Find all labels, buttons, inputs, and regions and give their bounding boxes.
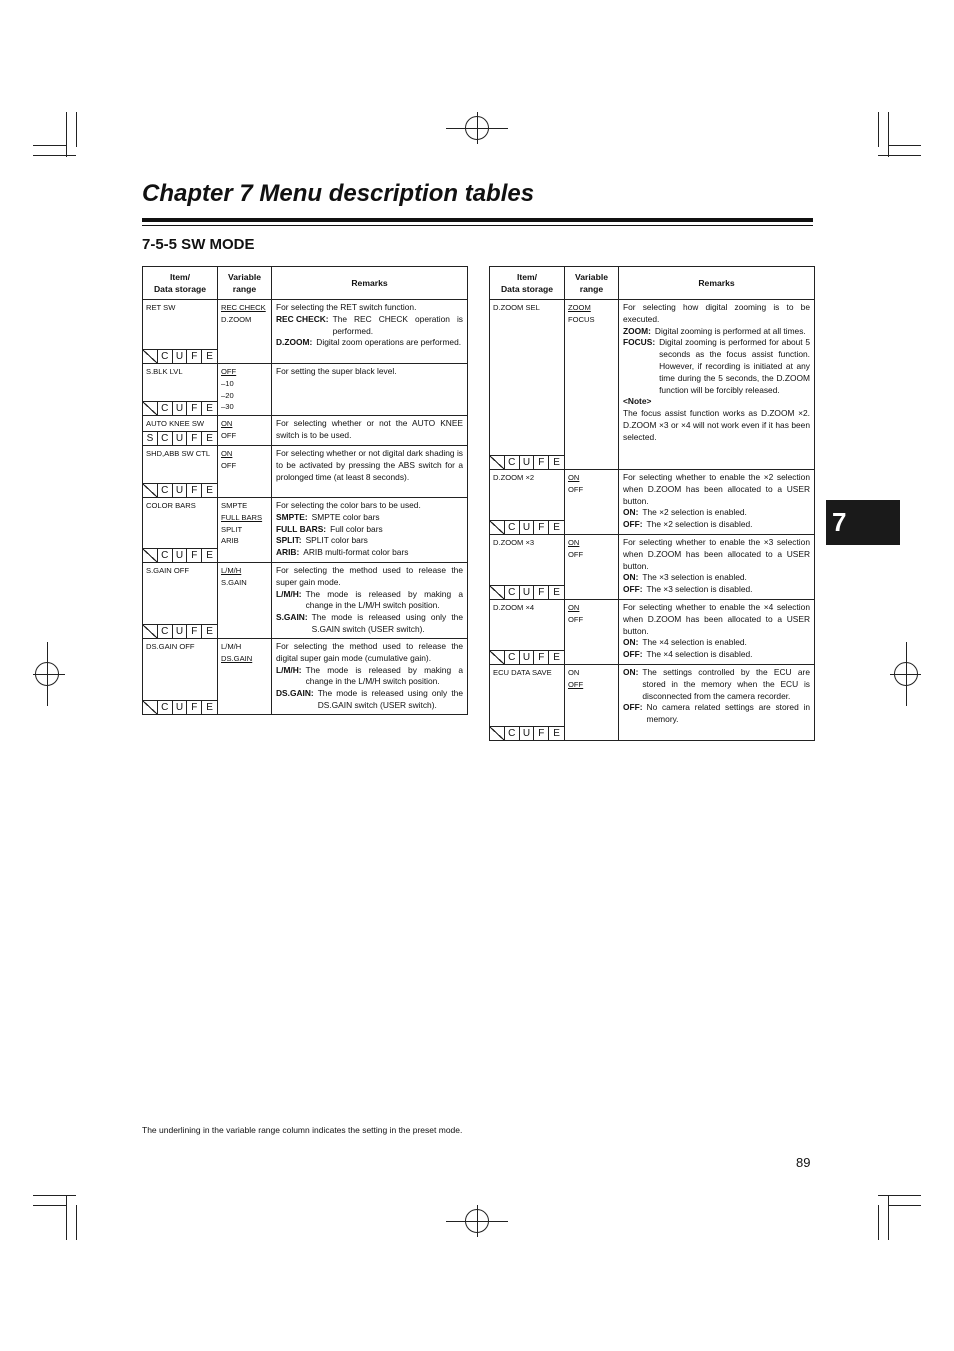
definition-text: The ×3 selection is enabled.	[642, 572, 747, 583]
crop-mark	[878, 1205, 879, 1240]
definition-text: The ×2 selection is disabled.	[646, 519, 753, 530]
crop-mark	[477, 112, 478, 144]
table-row	[143, 364, 468, 416]
remark-definition	[623, 572, 810, 584]
range-value-preset: ON	[221, 449, 233, 458]
storage-flag: U	[173, 349, 188, 363]
remark-definition	[623, 637, 810, 649]
storage-flag: F	[187, 700, 202, 714]
table-row	[143, 300, 468, 364]
storage-flag: C	[505, 726, 520, 740]
storage-flag: F	[534, 520, 549, 534]
item-cell	[143, 639, 218, 715]
crop-mark	[878, 1195, 921, 1196]
range-value-preset: OFF	[221, 367, 237, 376]
storage-flag: C	[158, 431, 173, 445]
crop-mark	[906, 642, 907, 706]
storage-flag-empty	[490, 455, 505, 469]
storage-flag-empty	[143, 548, 158, 562]
definition-term: FOCUS:	[623, 337, 656, 348]
crop-mark	[66, 112, 67, 157]
remark-text: For selecting whether or not the AUTO KNEE switch is to be used.	[276, 418, 463, 440]
item-name: D.ZOOM ×2	[493, 473, 535, 482]
range-cell	[565, 665, 619, 741]
item-name: D.ZOOM ×4	[493, 603, 535, 612]
crop-mark	[477, 1205, 478, 1237]
definition-text: Digital zooming is performed for about 5 seconds as the focus assist function. However, if recording is initiated at any time during the 5 seconds, the D.ZOOM function will be forcibly released.	[659, 337, 810, 395]
storage-flag: C	[505, 520, 520, 534]
remarks-cell	[619, 300, 815, 470]
storage-flag: U	[520, 520, 535, 534]
crop-mark	[76, 1205, 77, 1240]
remark-definition	[276, 547, 463, 559]
remarks-cell	[619, 600, 815, 665]
crop-mark	[33, 155, 76, 156]
table-row	[490, 600, 815, 665]
definition-text: The ×4 selection is enabled.	[642, 637, 747, 648]
storage-flag-empty	[143, 401, 158, 415]
range-value: ARIB	[221, 536, 239, 546]
data-storage-flags	[490, 520, 564, 534]
storage-flag: E	[202, 624, 217, 638]
storage-flag: C	[158, 624, 173, 638]
storage-flag: U	[520, 585, 535, 599]
storage-flag: E	[549, 650, 564, 664]
storage-flag: U	[173, 624, 188, 638]
item-name: S.GAIN OFF	[146, 566, 190, 575]
remark-text: For selecting the color bars to be used.	[276, 500, 421, 510]
header-remarks: Remarks	[619, 267, 815, 300]
range-value: SPLIT	[221, 524, 243, 534]
storage-flag: E	[549, 585, 564, 599]
data-storage-flags	[143, 483, 217, 497]
storage-flag: E	[202, 401, 217, 415]
remarks-cell	[619, 470, 815, 535]
definition-text: ARIB multi-format color bars	[303, 547, 409, 558]
data-storage-flags	[143, 349, 217, 363]
definition-text: SPLIT color bars	[305, 535, 368, 546]
item-name: AUTO KNEE SW	[146, 419, 205, 428]
storage-flag: F	[187, 349, 202, 363]
item-cell	[143, 364, 218, 416]
definition-text: The mode is released by making a change in the L/M/H switch position.	[305, 664, 463, 687]
remark-text: For selecting whether or not digital dark shading is to be activated by pressing the ABS switch for a prolonged time (at least 8 seconds).	[276, 448, 463, 482]
range-value-preset: ON	[221, 419, 233, 428]
range-value-preset: REC CHECK	[221, 303, 266, 312]
range-cell	[218, 639, 272, 715]
remark-definition	[276, 512, 463, 524]
remark-text: For selecting how digital zooming is to be executed.	[623, 302, 810, 324]
header-item: Item/ Data storage	[490, 267, 565, 300]
remark-definition	[276, 612, 463, 636]
range-value-preset: ON	[568, 538, 580, 547]
definition-term: ON:	[623, 667, 639, 677]
header-remarks: Remarks	[272, 267, 468, 300]
storage-flag: C	[158, 483, 173, 497]
definition-term: OFF:	[623, 702, 643, 713]
item-cell	[490, 665, 565, 741]
range-value-preset: ZOOM	[568, 303, 591, 312]
header-item: Item/ Data storage	[143, 267, 218, 300]
item-name: DS.GAIN OFF	[146, 642, 195, 651]
item-cell	[490, 300, 565, 470]
storage-flag: F	[534, 726, 549, 740]
storage-flag: C	[158, 349, 173, 363]
range-value: D.ZOOM	[221, 314, 252, 324]
remark-text: For selecting the method used to release the digital super gain mode (cumulative gain).	[276, 641, 463, 663]
remark-text: For selecting whether to enable the ×3 selection when D.ZOOM has been allocated to a USER button.	[623, 537, 810, 571]
storage-flag: U	[173, 700, 188, 714]
remark-definition	[623, 702, 810, 726]
range-value-preset: FULL BARS	[221, 512, 263, 522]
definition-text: Full color bars	[330, 523, 383, 534]
item-cell	[143, 416, 218, 446]
range-cell	[218, 364, 272, 416]
definition-text: Digital zooming is performed at all times.	[654, 325, 806, 336]
definition-term: ON:	[623, 572, 639, 583]
definition-term: OFF:	[623, 584, 643, 595]
chapter-tab: 7	[826, 500, 900, 545]
data-storage-flags	[143, 548, 217, 562]
crop-mark	[878, 155, 921, 156]
range-value: –20	[221, 390, 234, 400]
range-value-preset: DS.GAIN	[221, 653, 253, 663]
remark-text: The focus assist function works as D.ZOOM ×2. D.ZOOM ×3 or ×4 will not work even if it has been selected.	[623, 408, 810, 442]
definition-text: Digital zoom operations are performed.	[316, 337, 462, 348]
item-cell	[490, 535, 565, 600]
definition-term: ARIB:	[276, 547, 300, 558]
remark-text: For selecting the method used to release the super gain mode.	[276, 565, 463, 587]
data-storage-flags	[143, 401, 217, 415]
data-storage-flags	[490, 650, 564, 664]
range-value: OFF	[568, 484, 584, 494]
header-range: Variable range	[565, 267, 619, 300]
storage-flag: U	[173, 483, 188, 497]
storage-flag: E	[202, 548, 217, 562]
storage-flag: C	[158, 548, 173, 562]
storage-flag: C	[158, 700, 173, 714]
definition-text: The ×2 selection is enabled.	[642, 507, 747, 518]
range-cell	[565, 470, 619, 535]
range-value-preset: OFF	[568, 679, 584, 689]
range-cell	[565, 535, 619, 600]
definition-text: The ×3 selection is disabled.	[646, 584, 753, 595]
remark-definition	[623, 649, 810, 661]
remarks-cell	[272, 416, 468, 446]
range-cell	[218, 300, 272, 364]
crop-mark	[878, 112, 879, 147]
crop-mark	[888, 145, 921, 146]
definition-text: The mode is released using only the DS.GAIN switch (USER switch).	[317, 688, 463, 710]
range-value: S.GAIN	[221, 577, 247, 587]
range-value: –30	[221, 402, 234, 412]
definition-term: L/M/H:	[276, 588, 302, 599]
storage-flag: F	[534, 585, 549, 599]
item-cell	[490, 600, 565, 665]
data-storage-flags	[490, 585, 564, 599]
remarks-cell	[272, 498, 468, 563]
data-storage-flags	[143, 700, 217, 714]
remark-definition	[276, 314, 463, 338]
range-value: OFF	[221, 430, 237, 440]
crop-mark	[33, 1205, 66, 1206]
storage-flag: S	[143, 431, 158, 445]
item-name: D.ZOOM SEL	[493, 303, 540, 312]
crop-mark	[33, 1195, 76, 1196]
crop-mark	[66, 1195, 67, 1240]
crop-mark	[888, 112, 889, 157]
remark-definition	[276, 688, 463, 712]
storage-flag: U	[520, 726, 535, 740]
definition-text: SMPTE color bars	[311, 511, 380, 522]
table-row	[143, 498, 468, 563]
range-value: OFF	[568, 549, 584, 559]
remark-definition	[276, 665, 463, 689]
range-value: ON	[568, 668, 580, 677]
item-cell	[490, 470, 565, 535]
page-number: 89	[796, 1155, 811, 1170]
storage-flag-empty	[490, 585, 505, 599]
range-value: SMPTE	[221, 501, 248, 510]
item-name: COLOR BARS	[146, 501, 196, 510]
remark-text: For selecting whether to enable the ×4 selection when D.ZOOM has been allocated to a USER button.	[623, 602, 810, 636]
item-cell	[143, 446, 218, 498]
storage-flag: F	[187, 483, 202, 497]
definition-text: The REC CHECK operation is performed.	[332, 313, 463, 336]
definition-term: OFF:	[623, 649, 643, 660]
item-name: RET SW	[146, 303, 176, 312]
remarks-cell	[619, 535, 815, 600]
title-rule	[142, 218, 813, 222]
definition-text: The mode is released by making a change in the L/M/H switch position.	[305, 588, 463, 611]
definition-term: S.GAIN:	[276, 612, 308, 623]
storage-flag-empty	[490, 650, 505, 664]
section-title: 7-5-5 SW MODE	[142, 236, 255, 253]
chapter-title: Chapter 7 Menu description tables	[142, 180, 535, 207]
data-storage-flags	[143, 624, 217, 638]
storage-flag: E	[202, 700, 217, 714]
remark-definition	[623, 584, 810, 596]
remarks-cell	[619, 665, 815, 741]
crop-mark	[888, 1195, 889, 1240]
storage-flag: E	[549, 726, 564, 740]
remark-text: For setting the super black level.	[276, 366, 397, 376]
definition-term: L/M/H:	[276, 664, 302, 675]
data-storage-flags	[490, 726, 564, 740]
item-name: ECU DATA SAVE	[493, 668, 552, 677]
range-cell	[218, 446, 272, 498]
storage-flag: E	[549, 455, 564, 469]
remark-note: <Note>	[623, 396, 652, 407]
definition-term: D.ZOOM:	[276, 337, 313, 348]
storage-flag: U	[173, 548, 188, 562]
storage-flag: C	[505, 455, 520, 469]
range-cell	[565, 300, 619, 470]
storage-flag: E	[202, 431, 217, 445]
definition-term: ON:	[623, 637, 639, 648]
table-row	[143, 416, 468, 446]
menu-table-left	[142, 266, 468, 715]
range-value: OFF	[568, 614, 584, 624]
storage-flag: F	[534, 455, 549, 469]
remark-definition	[623, 337, 810, 396]
storage-flag-empty	[143, 483, 158, 497]
item-name: SHD,ABB SW CTL	[146, 449, 211, 458]
table-row	[490, 535, 815, 600]
remarks-cell	[272, 364, 468, 416]
range-value: –10	[221, 378, 234, 388]
item-name: D.ZOOM ×3	[493, 538, 535, 547]
remark-text: For selecting the RET switch function.	[276, 302, 417, 312]
table-row	[490, 665, 815, 741]
storage-flag: C	[505, 650, 520, 664]
menu-table-right	[489, 266, 815, 741]
remark-definition	[276, 535, 463, 547]
data-storage-flags	[490, 455, 564, 469]
definition-term: ON:	[623, 507, 639, 518]
table-row	[490, 470, 815, 535]
definition-text: The ×4 selection is disabled.	[646, 649, 753, 660]
storage-flag: F	[187, 431, 202, 445]
range-cell	[565, 600, 619, 665]
storage-flag: U	[520, 455, 535, 469]
definition-term: FULL BARS:	[276, 523, 327, 534]
storage-flag: F	[187, 624, 202, 638]
storage-flag: F	[187, 548, 202, 562]
storage-flag: E	[202, 349, 217, 363]
remarks-cell	[272, 639, 468, 715]
definition-term: OFF:	[623, 519, 643, 530]
remark-definition	[276, 589, 463, 613]
storage-flag-empty	[143, 624, 158, 638]
range-value-preset: L/M/H	[221, 566, 242, 575]
item-name: S.BLK LVL	[146, 367, 183, 376]
range-cell	[218, 498, 272, 563]
remark-definition	[623, 519, 810, 531]
table-row	[143, 446, 468, 498]
range-value-preset: ON	[568, 473, 580, 482]
item-cell	[143, 498, 218, 563]
range-cell	[218, 563, 272, 639]
definition-text: The mode is released using only the S.GAIN switch (USER switch).	[311, 612, 463, 634]
item-cell	[143, 300, 218, 364]
storage-flag-empty	[143, 349, 158, 363]
crop-mark	[888, 1205, 921, 1206]
definition-text: No camera related settings are stored in memory.	[646, 702, 810, 725]
remarks-cell	[272, 300, 468, 364]
table-row	[143, 639, 468, 715]
definition-term: SMPTE:	[276, 511, 308, 522]
range-value: OFF	[221, 460, 237, 470]
remark-definition	[623, 507, 810, 519]
storage-flag: E	[549, 520, 564, 534]
crop-mark	[33, 674, 65, 675]
storage-flag: U	[173, 431, 188, 445]
crop-mark	[33, 145, 66, 146]
storage-flag: F	[534, 650, 549, 664]
definition-term: DS.GAIN:	[276, 688, 314, 699]
storage-flag: C	[505, 585, 520, 599]
storage-flag-empty	[143, 700, 158, 714]
storage-flag: U	[173, 401, 188, 415]
definition-term: ZOOM:	[623, 325, 651, 336]
range-value: FOCUS	[568, 314, 595, 324]
storage-flag: E	[202, 483, 217, 497]
title-rule	[142, 225, 813, 226]
storage-flag-empty	[490, 726, 505, 740]
definition-term: REC CHECK:	[276, 313, 329, 324]
item-cell	[143, 563, 218, 639]
storage-flag: F	[187, 401, 202, 415]
remark-definition	[276, 524, 463, 536]
remark-definition	[276, 337, 463, 349]
crop-mark	[76, 112, 77, 147]
table-row	[490, 300, 815, 470]
table-row	[143, 563, 468, 639]
range-cell	[218, 416, 272, 446]
remark-definition	[623, 326, 810, 338]
range-value-preset: ON	[568, 603, 580, 612]
remarks-cell	[272, 563, 468, 639]
footnote: The underlining in the variable range column indicates the setting in the preset mode.	[142, 1125, 463, 1135]
remark-text: For selecting whether to enable the ×2 selection when D.ZOOM has been allocated to a USER button.	[623, 472, 810, 506]
range-value: L/M/H	[221, 642, 242, 651]
storage-flag: U	[520, 650, 535, 664]
crop-mark	[47, 642, 48, 706]
storage-flag: C	[158, 401, 173, 415]
definition-term: SPLIT:	[276, 535, 302, 546]
header-range: Variable range	[218, 267, 272, 300]
definition-text: The settings controlled by the ECU are stored in the memory when the ECU is disconnected from the camera recorder.	[642, 667, 810, 701]
storage-flag-empty	[490, 520, 505, 534]
remark-definition	[623, 667, 810, 702]
remarks-cell	[272, 446, 468, 498]
data-storage-flags	[143, 431, 217, 445]
